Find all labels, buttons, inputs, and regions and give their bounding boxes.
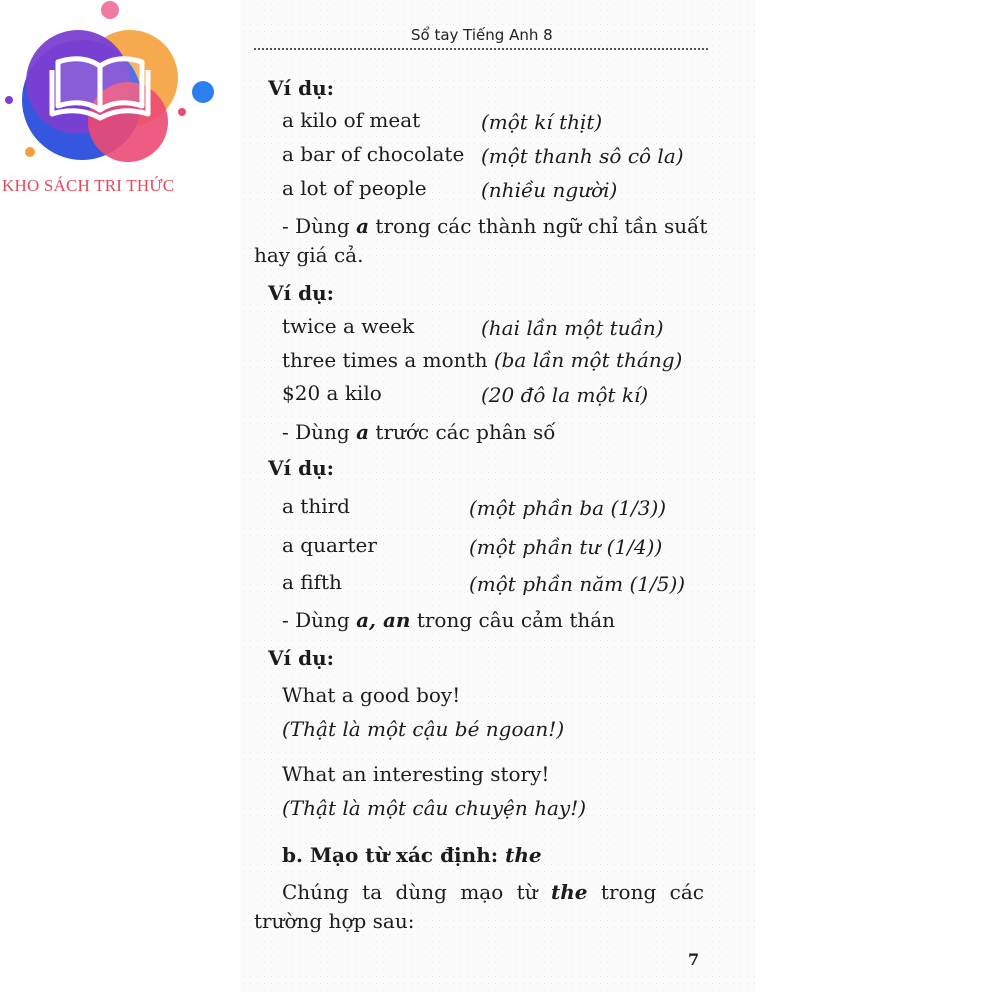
example-vi: (một phần tư (1/4)) — [469, 535, 663, 559]
rule-text: - Dùng a, an trong câu cảm thán — [282, 608, 616, 632]
example-en: a bar of chocolate — [282, 142, 465, 166]
example-en: twice a week — [282, 314, 415, 338]
rule-text-continued: hay giá cả. — [254, 243, 364, 267]
brand-name: KHO SÁCH TRI THỨC — [2, 176, 175, 195]
example-heading: Ví dụ: — [268, 76, 334, 100]
example-en: $20 a kilo — [282, 381, 382, 405]
example-vi: (20 đô la một kí) — [481, 383, 649, 407]
example-heading: Ví dụ: — [268, 456, 334, 480]
header-divider — [254, 48, 708, 50]
example-vi: (nhiều người) — [481, 178, 618, 202]
example-en: a quarter — [282, 533, 377, 557]
example-en: a third — [282, 494, 350, 518]
example-en: What a good boy! — [282, 683, 461, 707]
rule-text: - Dùng a trước các phân số — [282, 420, 556, 444]
example-en: three times a month (ba lần một tháng) — [282, 348, 683, 372]
example-en: a fifth — [282, 570, 342, 594]
example-en: a lot of people — [282, 176, 427, 200]
example-vi: (một phần năm (1/5)) — [469, 572, 686, 596]
paragraph: Chúng ta dùng mạo từ the trong các — [282, 880, 704, 904]
example-vi: (một thanh sô cô la) — [481, 144, 684, 168]
page-number: 7 — [688, 950, 700, 969]
example-heading: Ví dụ: — [268, 281, 334, 305]
example-vi: (hai lần một tuần) — [481, 316, 664, 340]
page-header: Sổ tay Tiếng Anh 8 — [411, 26, 553, 44]
paragraph-continued: trường hợp sau: — [254, 909, 415, 933]
example-vi: (Thật là một câu chuyện hay!) — [282, 796, 587, 820]
example-heading: Ví dụ: — [268, 646, 334, 670]
example-en: a kilo of meat — [282, 108, 421, 132]
example-vi: (một kí thịt) — [481, 110, 603, 134]
book-icon — [52, 59, 148, 118]
rule-text: - Dùng a trong các thành ngữ chỉ tần suất — [282, 214, 708, 238]
example-vi: (Thật là một cậu bé ngoan!) — [282, 717, 565, 741]
example-en: What an interesting story! — [282, 762, 550, 786]
section-heading: b. Mạo từ xác định: the — [282, 843, 542, 867]
example-vi: (một phần ba (1/3)) — [469, 496, 667, 520]
